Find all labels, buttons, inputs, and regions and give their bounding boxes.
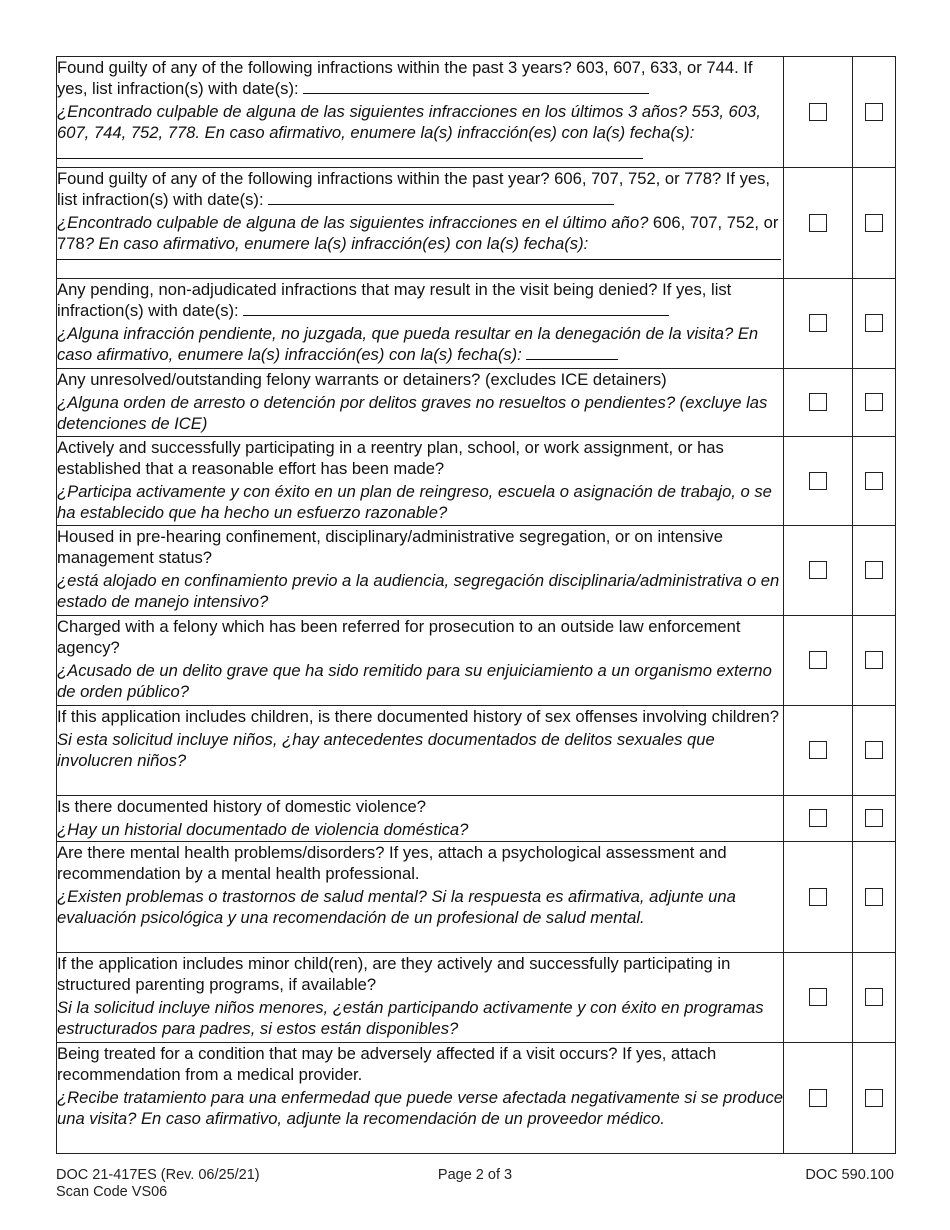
question-spanish: ¿Acusado de un delito grave que ha sido remitido para su enjuiciamiento a un organismo externo de orden público? xyxy=(57,661,772,701)
checkbox-column-1[interactable] xyxy=(809,214,827,232)
question-spanish: ¿Hay un historial documentado de violencia doméstica? xyxy=(57,820,469,839)
checkbox-cell xyxy=(853,369,896,437)
question-spanish: ¿está alojado en confinamiento previo a la audiencia, segregación disciplinaria/administrativa o en estado de manejo intensivo? xyxy=(57,571,780,611)
page-number: Page 2 of 3 xyxy=(437,1167,513,1183)
question-cell xyxy=(57,369,784,437)
checkbox-column-1[interactable] xyxy=(809,314,827,332)
question-english: Housed in pre-hearing confinement, disciplinary/administrative segregation, or on intensive management status? xyxy=(57,527,723,567)
question-spanish: Si esta solicitud incluye niños, ¿hay antecedentes documentados de delitos sexuales que involucren niños? xyxy=(57,730,715,770)
question-row xyxy=(57,953,896,1043)
checkbox-cell xyxy=(784,57,853,168)
question-cell xyxy=(57,796,784,842)
question-cell xyxy=(57,279,784,369)
checkbox-cell xyxy=(784,706,853,796)
question-cell xyxy=(57,526,784,616)
checkbox-cell xyxy=(784,1043,853,1154)
checkbox-column-1[interactable] xyxy=(809,741,827,759)
infraction-date-blank[interactable] xyxy=(303,78,649,94)
question-cell xyxy=(57,168,784,279)
checkbox-cell xyxy=(784,842,853,953)
checkbox-column-1[interactable] xyxy=(809,809,827,827)
checkbox-cell xyxy=(784,279,853,369)
checkbox-cell xyxy=(784,168,853,279)
checkbox-cell xyxy=(853,279,896,369)
question-row xyxy=(57,279,896,369)
question-row xyxy=(57,706,896,796)
checkbox-cell xyxy=(784,526,853,616)
checkbox-column-2[interactable] xyxy=(865,988,883,1006)
question-english: Are there mental health problems/disorders? If yes, attach a psychological assessment and recommendation by a mental health professional. xyxy=(57,843,727,883)
question-cell xyxy=(57,1043,784,1154)
checkbox-column-1[interactable] xyxy=(809,393,827,411)
question-spanish: ¿Existen problemas o trastornos de salud mental? Si la respuesta es afirmativa, adjunte una evaluación psicológica y una recomendación de un profesional de salud mental. xyxy=(57,887,736,927)
question-row xyxy=(57,57,896,168)
question-row xyxy=(57,842,896,953)
checkbox-cell xyxy=(853,796,896,842)
checkbox-column-2[interactable] xyxy=(865,314,883,332)
checkbox-cell xyxy=(784,616,853,706)
checkbox-cell xyxy=(853,706,896,796)
checkbox-cell xyxy=(853,1043,896,1154)
question-row xyxy=(57,437,896,526)
question-spanish: Si la solicitud incluye niños menores, ¿están participando activamente y con éxito en programas estructurados para padres, si estos están disponibles? xyxy=(57,998,764,1038)
checkbox-column-2[interactable] xyxy=(865,888,883,906)
question-row xyxy=(57,796,896,842)
checkbox-cell xyxy=(784,953,853,1043)
checkbox-column-2[interactable] xyxy=(865,214,883,232)
question-cell xyxy=(57,57,784,168)
question-cell xyxy=(57,437,784,526)
policy-number: DOC 590.100 xyxy=(805,1167,894,1183)
question-cell xyxy=(57,616,784,706)
scan-code: Scan Code VS06 xyxy=(56,1184,168,1200)
checkbox-column-2[interactable] xyxy=(865,809,883,827)
question-english: Being treated for a condition that may be adversely affected if a visit occurs? If yes, attach recommendation from a medical provider. xyxy=(57,1044,717,1084)
question-english: Any unresolved/outstanding felony warrants or detainers? (excludes ICE detainers) xyxy=(57,370,667,389)
question-row xyxy=(57,1043,896,1154)
checkbox-column-2[interactable] xyxy=(865,472,883,490)
checkbox-column-2[interactable] xyxy=(865,103,883,121)
checkbox-column-2[interactable] xyxy=(865,561,883,579)
checkbox-cell xyxy=(784,369,853,437)
question-english: Found guilty of any of the following infractions within the past year? 606, 707, 752, or 778? If yes, list infraction(s) with date(s): xyxy=(57,169,771,209)
checkbox-column-2[interactable] xyxy=(865,1089,883,1107)
question-cell xyxy=(57,706,784,796)
checkbox-column-1[interactable] xyxy=(809,1089,827,1107)
question-row xyxy=(57,369,896,437)
infraction-date-blank[interactable] xyxy=(243,300,669,316)
question-spanish: ¿Alguna infracción pendiente, no juzgada, que pueda resultar en la denegación de la visita? En caso afirmativo, enumere la(s) infracción(es) con la(s) fecha(s): xyxy=(57,324,759,364)
form-id: DOC 21-417ES (Rev. 06/25/21) xyxy=(56,1167,260,1183)
checkbox-cell xyxy=(784,437,853,526)
checkbox-cell xyxy=(853,842,896,953)
infraction-date-blank[interactable] xyxy=(268,189,614,205)
infraction-date-blank-es[interactable] xyxy=(57,143,643,159)
questionnaire-table xyxy=(56,56,896,1154)
checkbox-column-1[interactable] xyxy=(809,888,827,906)
question-english: Actively and successfully participating in a reentry plan, school, or work assignment, or has established that a reasonable effort has been made? xyxy=(57,438,724,478)
question-spanish: ¿Encontrado culpable de alguna de las siguientes infracciones en los últimos 3 años? 553, 603, 607, 744, 752, 778. En caso afirmativo, enumere la(s) infracción(es) con la(s) fecha(s): xyxy=(57,101,783,164)
infraction-date-blank-es[interactable] xyxy=(57,254,781,260)
question-spanish: ¿Participa activamente y con éxito en un plan de reingreso, escuela o asignación de trabajo, o se ha establecido que ha hecho un esfuerzo razonable? xyxy=(57,482,772,522)
checkbox-cell xyxy=(853,526,896,616)
question-row xyxy=(57,616,896,706)
checkbox-column-1[interactable] xyxy=(809,651,827,669)
checkbox-column-2[interactable] xyxy=(865,651,883,669)
infraction-date-blank-es[interactable] xyxy=(526,344,618,360)
checkbox-column-2[interactable] xyxy=(865,741,883,759)
checkbox-cell xyxy=(853,168,896,279)
question-cell xyxy=(57,953,784,1043)
question-english: If this application includes children, is there documented history of sex offenses involving children? xyxy=(57,707,779,726)
question-english: If the application includes minor child(ren), are they actively and successfully participating in structured parenting programs, if available? xyxy=(57,954,731,994)
question-english: Is there documented history of domestic violence? xyxy=(57,797,426,816)
question-spanish: ¿Alguna orden de arresto o detención por delitos graves no resueltos o pendientes? (excluye las detenciones de ICE) xyxy=(57,393,768,433)
question-cell xyxy=(57,842,784,953)
question-english: Found guilty of any of the following infractions within the past 3 years? 603, 607, 633, or 744. If yes, list infraction(s) with date(s): xyxy=(57,58,753,98)
checkbox-cell xyxy=(784,796,853,842)
question-english: Any pending, non-adjudicated infractions that may result in the visit being denied? If yes, list infraction(s) with date(s): xyxy=(57,280,732,320)
checkbox-column-1[interactable] xyxy=(809,103,827,121)
checkbox-cell xyxy=(853,437,896,526)
question-spanish: ¿Recibe tratamiento para una enfermedad que puede verse afectada negativamente si se produce una visita? En caso afirmativo, adjunte la recomendación de un proveedor médico. xyxy=(57,1088,783,1128)
checkbox-column-1[interactable] xyxy=(809,988,827,1006)
checkbox-cell xyxy=(853,616,896,706)
question-spanish: ¿Encontrado culpable de alguna de las siguientes infracciones en el último año? 606, 707, 752, or 778? En caso afirmativo, enumere la(s) infracción(es) con la(s) fecha(s): xyxy=(57,213,779,253)
question-row xyxy=(57,168,896,279)
question-english: Charged with a felony which has been referred for prosecution to an outside law enforcement agency? xyxy=(57,617,741,657)
checkbox-cell xyxy=(853,57,896,168)
checkbox-column-1[interactable] xyxy=(809,472,827,490)
question-row xyxy=(57,526,896,616)
checkbox-cell xyxy=(853,953,896,1043)
checkbox-column-1[interactable] xyxy=(809,561,827,579)
checkbox-column-2[interactable] xyxy=(865,393,883,411)
